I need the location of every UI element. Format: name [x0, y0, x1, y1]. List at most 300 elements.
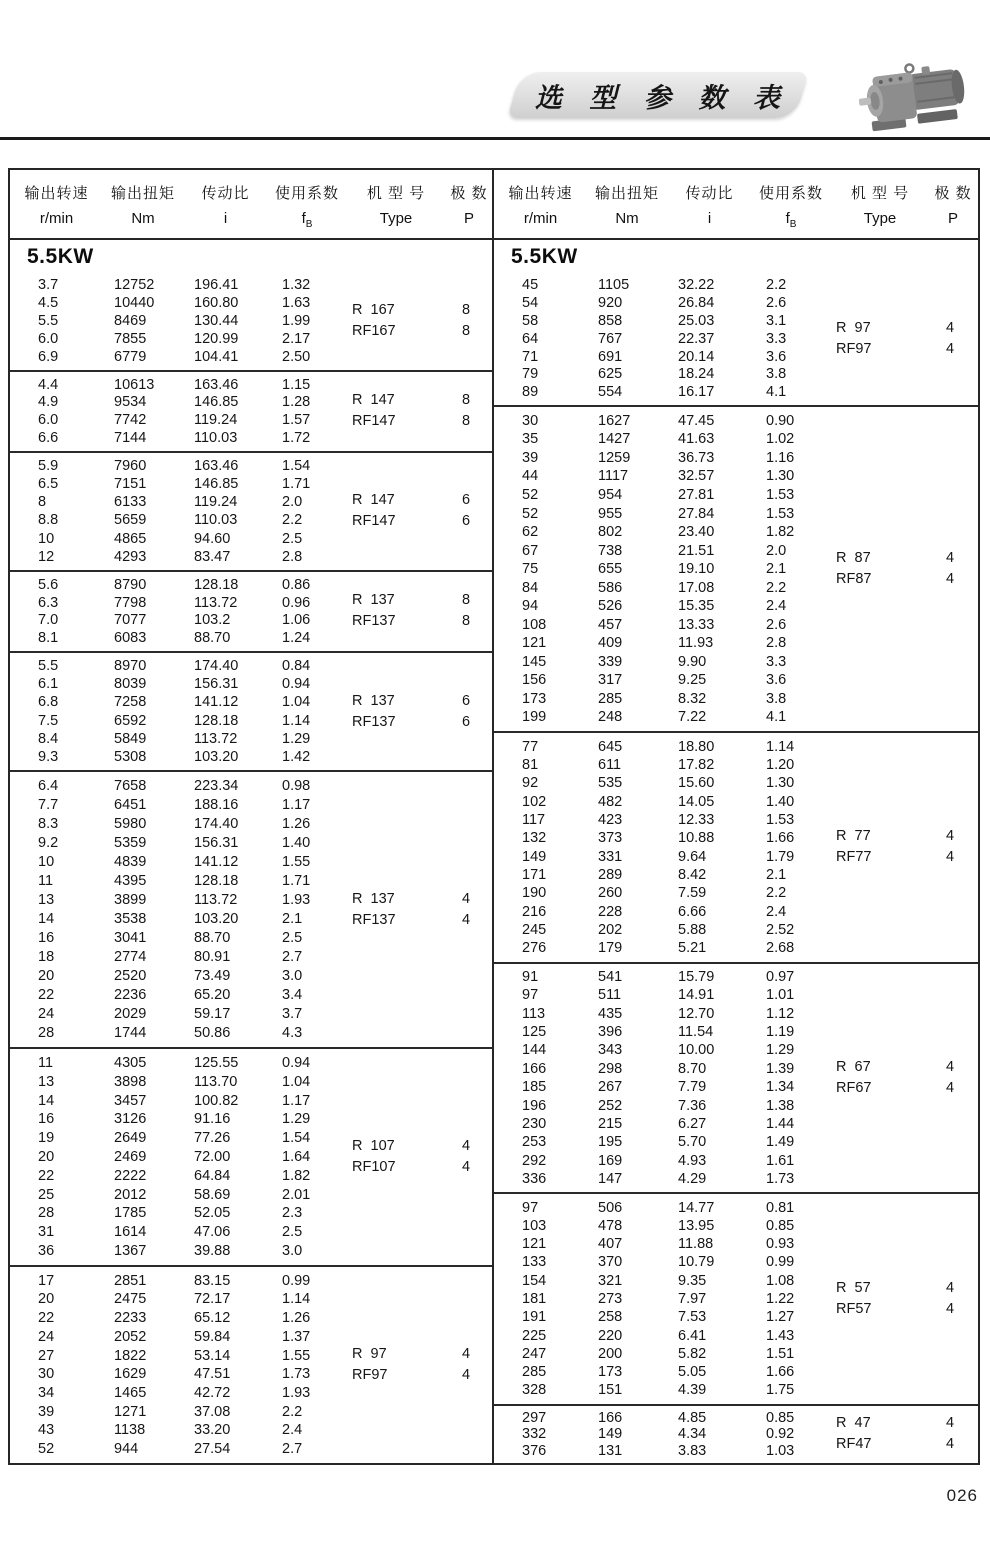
- speed-value: 36: [38, 1243, 55, 1259]
- table-row: [10, 854, 492, 870]
- ratio-value: 23.40: [678, 524, 715, 541]
- table-row: [494, 867, 978, 883]
- speed-value: 8.1: [38, 630, 59, 646]
- model-type: R 107: [352, 1137, 395, 1154]
- model-type: R 77: [836, 828, 871, 845]
- ratio-value: 26.84: [678, 294, 715, 311]
- ratio-value: 58.69: [194, 1186, 231, 1203]
- factor-value: 1.30: [766, 775, 795, 792]
- speed-value: 43: [38, 1422, 55, 1439]
- speed-value: 6.5: [38, 476, 59, 493]
- ratio-value: 160.80: [194, 295, 239, 311]
- table-row: [494, 431, 978, 447]
- parameter-group: [494, 1192, 978, 1404]
- factor-value: 2.7: [282, 1441, 303, 1458]
- parameter-group: [10, 651, 492, 771]
- torque-value: 1427: [598, 431, 631, 448]
- page-number: 026: [946, 1486, 978, 1505]
- selection-parameter-table: [8, 168, 980, 1465]
- type-poles-block: [346, 490, 492, 532]
- torque-value: 954: [598, 487, 623, 503]
- factor-value: 1.04: [282, 1073, 311, 1090]
- torque-value: 202: [598, 921, 623, 938]
- speed-value: 196: [522, 1097, 547, 1114]
- factor-value: 1.54: [282, 457, 311, 474]
- ratio-value: 113.72: [194, 892, 238, 909]
- col-factor-unit: $f_B$: [785, 210, 797, 230]
- factor-value: 0.86: [282, 576, 311, 593]
- factor-value: 1.20: [766, 756, 795, 773]
- poles-value: 4: [946, 571, 955, 588]
- type-line: [346, 611, 492, 632]
- table-row: [494, 617, 978, 633]
- torque-value: 10440: [114, 295, 155, 311]
- torque-value: 625: [598, 366, 623, 383]
- ratio-value: 6.41: [678, 1327, 707, 1344]
- torque-value: 1744: [114, 1024, 147, 1041]
- ratio-value: 4.93: [678, 1152, 707, 1169]
- speed-value: 18: [38, 949, 55, 966]
- speed-value: 276: [522, 940, 547, 957]
- factor-value: 2.4: [766, 903, 787, 920]
- table-row: [10, 1291, 492, 1307]
- torque-value: 4305: [114, 1054, 147, 1071]
- poles-value: 6: [462, 492, 471, 509]
- factor-value: 3.6: [766, 672, 787, 689]
- factor-value: 1.30: [766, 468, 795, 485]
- speed-value: 45: [522, 276, 539, 293]
- model-type: R 47: [836, 1415, 871, 1432]
- table-row: [10, 1074, 492, 1090]
- factor-value: 2.01: [282, 1186, 311, 1203]
- ratio-value: 83.15: [194, 1272, 231, 1289]
- ratio-value: 125.55: [194, 1054, 239, 1071]
- torque-value: 5359: [114, 835, 147, 852]
- speed-value: 113: [522, 1005, 546, 1022]
- header-row-chinese: [494, 181, 978, 207]
- factor-value: 1.72: [282, 429, 311, 446]
- table-row: [494, 709, 978, 725]
- torque-value: 7960: [114, 457, 147, 474]
- speed-value: 30: [522, 412, 539, 429]
- table-left-body: [10, 240, 492, 1463]
- speed-value: 14: [38, 1092, 55, 1109]
- col-ratio-unit: i: [223, 210, 228, 227]
- speed-value: 8: [38, 494, 47, 511]
- table-row: [10, 1111, 492, 1127]
- ratio-value: 37.08: [194, 1403, 231, 1420]
- speed-value: 6.3: [38, 594, 59, 611]
- model-type: RF77: [836, 849, 872, 866]
- ratio-value: 7.53: [678, 1309, 707, 1326]
- ratio-value: 113.72: [194, 594, 238, 611]
- col-factor-unit: $f_B$: [301, 210, 313, 230]
- factor-value: 1.43: [766, 1327, 795, 1344]
- col-poles-unit: P: [947, 210, 958, 227]
- table-row: [494, 904, 978, 920]
- factor-value: 1.27: [766, 1309, 795, 1326]
- torque-value: 298: [598, 1060, 623, 1077]
- speed-value: 6.8: [38, 694, 59, 711]
- speed-value: 121: [522, 635, 547, 652]
- speed-value: 154: [522, 1272, 547, 1289]
- torque-value: 2475: [114, 1291, 147, 1308]
- factor-value: 4.3: [282, 1024, 303, 1041]
- type-poles-block: [346, 889, 492, 931]
- torque-value: 2469: [114, 1148, 147, 1165]
- speed-value: 22: [38, 1167, 55, 1184]
- torque-value: 12752: [114, 277, 155, 293]
- table-row: [10, 1329, 492, 1345]
- type-line: [830, 548, 976, 569]
- torque-value: 3041: [114, 930, 147, 947]
- torque-value: 511: [598, 987, 622, 1004]
- torque-value: 7798: [114, 594, 147, 611]
- type-line: [346, 490, 492, 511]
- type-poles-block: [830, 318, 976, 360]
- factor-value: 1.64: [282, 1148, 311, 1165]
- speed-value: 108: [522, 616, 547, 633]
- factor-value: 2.5: [282, 930, 303, 947]
- parameter-group: [10, 1047, 492, 1265]
- speed-value: 7.7: [38, 797, 59, 814]
- speed-value: 79: [522, 366, 539, 383]
- factor-value: 2.2: [282, 512, 303, 529]
- speed-value: 25: [38, 1186, 55, 1203]
- ratio-value: 3.83: [678, 1443, 707, 1460]
- torque-value: 6779: [114, 349, 147, 365]
- factor-value: 2.50: [282, 349, 311, 365]
- factor-value: 1.73: [282, 1366, 311, 1383]
- factor-value: 1.53: [766, 811, 795, 828]
- speed-value: 39: [522, 449, 539, 466]
- speed-value: 285: [522, 1364, 547, 1381]
- ratio-value: 72.00: [194, 1148, 231, 1165]
- table-row: [494, 794, 978, 810]
- torque-value: 767: [598, 330, 623, 347]
- poles-value: 4: [462, 890, 471, 907]
- speed-value: 5.5: [38, 313, 59, 329]
- ratio-value: 113.70: [194, 1073, 238, 1090]
- poles-value: 8: [462, 392, 471, 409]
- torque-value: 9534: [114, 394, 147, 411]
- ratio-value: 59.17: [194, 1006, 231, 1023]
- type-poles-block: [346, 390, 492, 432]
- factor-value: 1.29: [282, 730, 311, 747]
- model-type: RF97: [352, 1366, 388, 1383]
- table-row: [494, 524, 978, 540]
- ratio-value: 32.57: [678, 468, 715, 485]
- factor-value: 2.68: [766, 940, 795, 957]
- ratio-value: 47.51: [194, 1366, 231, 1383]
- poles-value: 4: [462, 911, 471, 928]
- factor-value: 3.0: [282, 1243, 303, 1259]
- speed-value: 117: [522, 811, 546, 828]
- table-row: [494, 1218, 978, 1234]
- table-row: [494, 885, 978, 901]
- ratio-value: 156.31: [194, 676, 239, 693]
- page-title: 选 型 参 数 表: [535, 82, 791, 113]
- type-line: [346, 590, 492, 611]
- torque-value: 4839: [114, 854, 147, 871]
- poles-value: 4: [946, 849, 955, 866]
- factor-value: 1.57: [282, 412, 311, 429]
- torque-value: 4293: [114, 548, 147, 565]
- poles-value: 4: [946, 550, 955, 567]
- power-rating: 5.5KW: [27, 245, 94, 268]
- torque-value: 645: [598, 738, 623, 755]
- factor-value: 1.03: [766, 1443, 795, 1460]
- speed-value: 52: [522, 487, 539, 503]
- ratio-value: 47.06: [194, 1224, 231, 1241]
- torque-value: 3457: [114, 1092, 147, 1109]
- speed-value: 145: [522, 653, 547, 670]
- factor-value: 1.15: [282, 376, 311, 393]
- type-line: [346, 889, 492, 910]
- ratio-value: 128.18: [194, 712, 239, 729]
- factor-value: 0.99: [766, 1254, 795, 1271]
- factor-value: 1.26: [282, 1310, 311, 1327]
- table-row: [494, 1200, 978, 1216]
- factor-value: 1.06: [282, 612, 311, 629]
- speed-value: 20: [38, 1148, 55, 1165]
- ratio-value: 5.05: [678, 1364, 707, 1381]
- poles-value: 8: [462, 302, 471, 319]
- type-line: [830, 1413, 976, 1434]
- table-row: [10, 1093, 492, 1109]
- speed-value: 10: [38, 530, 55, 547]
- ratio-value: 10.00: [678, 1042, 715, 1059]
- table-row: [10, 968, 492, 984]
- table-row: [10, 531, 492, 547]
- parameter-group: [10, 272, 492, 370]
- ratio-value: 141.12: [194, 854, 239, 871]
- col-speed-label: 输出转速: [24, 185, 89, 202]
- model-type: RF47: [836, 1436, 872, 1453]
- type-poles-block: [830, 1278, 976, 1320]
- factor-value: 0.85: [766, 1409, 795, 1426]
- ratio-value: 6.27: [678, 1115, 707, 1132]
- speed-value: 6.4: [38, 778, 59, 795]
- type-line: [346, 1157, 492, 1178]
- torque-value: 1117: [598, 468, 629, 485]
- torque-value: 252: [598, 1097, 623, 1114]
- speed-value: 121: [522, 1236, 547, 1253]
- ratio-value: 18.24: [678, 366, 715, 383]
- ratio-value: 83.47: [194, 548, 231, 565]
- ratio-value: 103.2: [194, 612, 231, 629]
- col-poles-label: 极 数: [450, 185, 488, 202]
- torque-value: 478: [598, 1217, 623, 1234]
- torque-value: 6133: [114, 494, 147, 511]
- speed-value: 67: [522, 542, 539, 559]
- type-poles-block: [830, 1413, 976, 1455]
- factor-value: 2.3: [282, 1205, 303, 1222]
- speed-value: 230: [522, 1115, 547, 1132]
- speed-value: 149: [522, 848, 547, 865]
- factor-value: 1.53: [766, 487, 795, 503]
- table-row: [494, 384, 978, 400]
- table-row: [10, 1187, 492, 1203]
- speed-value: 332: [522, 1426, 547, 1443]
- table-header: [10, 170, 492, 240]
- table-row: [494, 468, 978, 484]
- table-row: [10, 1243, 492, 1259]
- col-factor-label: 使用系数: [274, 185, 339, 202]
- speed-value: 336: [522, 1170, 547, 1187]
- poles-value: 6: [462, 513, 471, 530]
- table-row: [494, 1116, 978, 1132]
- factor-value: 2.7: [282, 949, 303, 966]
- ratio-value: 7.36: [678, 1097, 707, 1114]
- table-row: [10, 1025, 492, 1041]
- speed-value: 28: [38, 1205, 55, 1222]
- table-row: [494, 672, 978, 688]
- type-line: [346, 390, 492, 411]
- factor-value: 2.0: [282, 494, 303, 511]
- speed-value: 132: [522, 830, 547, 847]
- ratio-value: 94.60: [194, 530, 231, 547]
- factor-value: 3.3: [766, 653, 787, 670]
- ratio-value: 27.84: [678, 505, 715, 522]
- speed-value: 64: [522, 330, 539, 347]
- torque-value: 2774: [114, 949, 147, 966]
- ratio-value: 4.29: [678, 1170, 707, 1187]
- speed-value: 52: [38, 1441, 55, 1458]
- col-poles-label: 极 数: [934, 185, 972, 202]
- factor-value: 1.73: [766, 1170, 795, 1187]
- factor-value: 1.14: [766, 738, 795, 755]
- torque-value: 396: [598, 1024, 623, 1041]
- ratio-value: 9.35: [678, 1272, 707, 1289]
- type-line: [346, 321, 492, 342]
- type-line: [346, 300, 492, 321]
- speed-value: 91: [522, 969, 539, 986]
- torque-value: 4395: [114, 873, 147, 890]
- speed-value: 103: [522, 1217, 547, 1234]
- factor-value: 1.54: [282, 1130, 311, 1147]
- speed-value: 171: [522, 866, 547, 883]
- ratio-value: 14.91: [678, 987, 715, 1004]
- model-type: RF147: [352, 413, 396, 430]
- model-type: R 137: [352, 592, 395, 609]
- torque-value: 10613: [114, 376, 155, 393]
- speed-value: 11: [38, 873, 54, 890]
- torque-value: 3126: [114, 1111, 147, 1128]
- factor-value: 1.29: [282, 1111, 311, 1128]
- factor-value: 1.49: [766, 1134, 795, 1151]
- ratio-value: 4.39: [678, 1382, 707, 1399]
- table-row: [10, 1422, 492, 1438]
- torque-value: 858: [598, 312, 623, 329]
- speed-value: 5.9: [38, 457, 59, 474]
- poles-value: 4: [946, 319, 955, 336]
- ratio-value: 39.88: [194, 1243, 231, 1259]
- ratio-value: 113.72: [194, 730, 238, 747]
- type-line: [830, 1078, 976, 1099]
- ratio-value: 80.91: [194, 949, 231, 966]
- speed-value: 20: [38, 968, 55, 985]
- speed-value: 9.2: [38, 835, 59, 852]
- speed-value: 44: [522, 468, 539, 485]
- ratio-value: 10.88: [678, 830, 715, 847]
- torque-value: 802: [598, 524, 623, 541]
- type-poles-block: [346, 590, 492, 632]
- type-poles-block: [346, 1136, 492, 1178]
- model-type: RF137: [352, 911, 396, 928]
- factor-value: 1.82: [766, 524, 795, 541]
- factor-value: 3.4: [282, 987, 303, 1004]
- torque-value: 7077: [114, 612, 147, 629]
- torque-value: 2520: [114, 968, 147, 985]
- factor-value: 2.8: [282, 548, 303, 565]
- factor-value: 1.51: [766, 1345, 795, 1362]
- ratio-value: 73.49: [194, 968, 231, 985]
- poles-value: 8: [462, 323, 471, 340]
- table-row: [494, 413, 978, 429]
- speed-value: 52: [522, 505, 539, 522]
- factor-value: 1.42: [282, 749, 311, 766]
- ratio-value: 9.90: [678, 653, 707, 670]
- torque-value: 8469: [114, 313, 147, 329]
- torque-value: 321: [598, 1272, 623, 1289]
- speed-value: 81: [522, 756, 539, 773]
- speed-value: 7.0: [38, 612, 59, 629]
- factor-value: 3.3: [766, 330, 787, 347]
- torque-value: 407: [598, 1236, 623, 1253]
- factor-value: 2.4: [282, 1422, 303, 1439]
- type-poles-block: [830, 548, 976, 590]
- factor-value: 2.5: [282, 1224, 303, 1241]
- torque-value: 535: [598, 775, 623, 792]
- poles-value: 8: [462, 592, 471, 609]
- table-row: [10, 987, 492, 1003]
- ratio-value: 103.20: [194, 749, 239, 766]
- ratio-value: 27.81: [678, 487, 715, 503]
- poles-value: 6: [462, 692, 471, 709]
- factor-value: 0.94: [282, 1054, 311, 1071]
- type-line: [830, 1299, 976, 1320]
- speed-value: 12: [38, 548, 55, 565]
- torque-value: 2649: [114, 1130, 147, 1147]
- factor-value: 1.28: [282, 394, 311, 411]
- table-row: [10, 458, 492, 474]
- factor-value: 1.16: [766, 449, 795, 466]
- ratio-value: 5.70: [678, 1134, 707, 1151]
- ratio-value: 77.26: [194, 1130, 231, 1147]
- speed-value: 4.9: [38, 394, 59, 411]
- model-type: R 97: [836, 319, 871, 336]
- speed-value: 6.9: [38, 349, 59, 365]
- table-row: [494, 654, 978, 670]
- ratio-value: 88.70: [194, 630, 231, 646]
- col-torque-label: 输出扭矩: [110, 185, 175, 202]
- model-type: RF147: [352, 513, 396, 530]
- factor-value: 0.81: [766, 1199, 795, 1216]
- speed-value: 84: [522, 579, 539, 596]
- factor-value: 1.93: [282, 1384, 311, 1401]
- factor-value: 1.39: [766, 1060, 795, 1077]
- factor-value: 2.4: [766, 598, 787, 615]
- type-line: [830, 826, 976, 847]
- torque-value: 1465: [114, 1384, 147, 1401]
- factor-value: 2.6: [766, 616, 787, 633]
- speed-value: 6.1: [38, 676, 59, 693]
- poles-value: 4: [946, 1436, 955, 1453]
- torque-value: 3898: [114, 1073, 147, 1090]
- speed-value: 133: [522, 1254, 547, 1271]
- ratio-value: 41.63: [678, 431, 715, 448]
